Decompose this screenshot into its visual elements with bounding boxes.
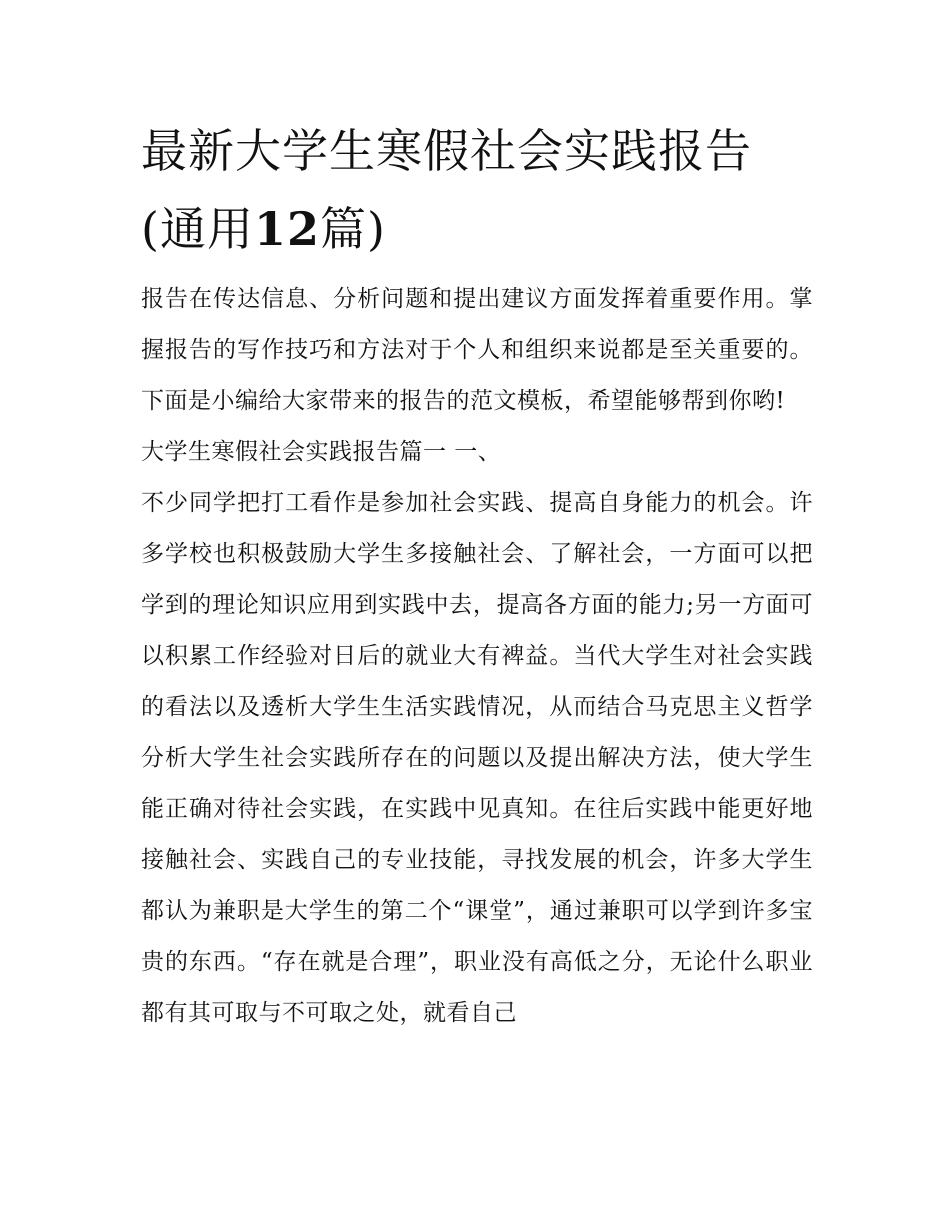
body-paragraph: 不少同学把打工看作是参加社会实践、提高自身能力的机会。许多学校也积极鼓励大学生多接触社会、了解社会，一方面可以把学到的理论知识应用到实践中去，提高各方面的能力;另一方面可以积累工作经验对日后的就业大有裨益。当代大学生对社会实践的看法以及透析大学生生活实践情况，从而结合马克思主义哲学分析大学生社会实践所存在的问题以及提出解决方法，使大学生能正确对待社会实践，在实践中见真知。在往后实践中能更好地接触社会、实践自己的专业技能，寻找发展的机会，许多大学生都认为兼职是大学生的第二个“课堂”，通过兼职可以学到许多宝贵的东西。“存在就是合理”，职业没有高低之分，无论什么职业都有其可取与不可取之处，就看自己 [141, 490, 813, 1026]
title-line-2-open: (通用 [141, 202, 254, 256]
title-line-1: 最新大学生寒假社会实践报告 [141, 124, 752, 178]
document-content [141, 112, 813, 1039]
intro-paragraph: 报告在传达信息、分析问题和提出建议方面发挥着重要作用。掌握报告的写作技巧和方法对于个人和组织来说都是至关重要的。下面是小编给大家带来的报告的范文模板，希望能够帮到你哟! [141, 286, 813, 414]
document-title [141, 112, 813, 268]
title-line-2-number: 12 [253, 202, 320, 256]
section-heading: 大学生寒假社会实践报告篇一 一、 [141, 439, 502, 465]
title-line-2-close: 篇) [319, 202, 386, 256]
